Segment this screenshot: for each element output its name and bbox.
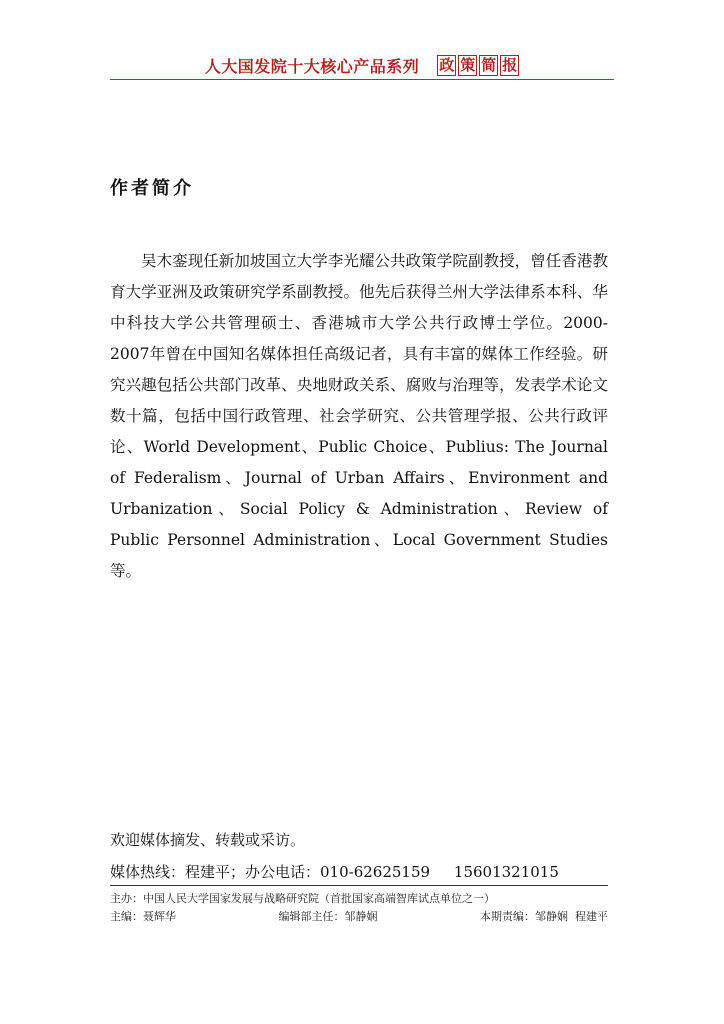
contact-block xyxy=(110,824,559,888)
policy-brief-brand xyxy=(437,55,519,76)
footer-rule xyxy=(110,885,608,886)
brand-char: 报 xyxy=(502,56,518,74)
dept-director: 编辑部主任：邹静娴 xyxy=(278,910,378,923)
footer xyxy=(110,890,608,926)
brand-char: 策 xyxy=(460,56,476,74)
author-bio: 吴木銮现任新加坡国立大学李光耀公共政策学院副教授，曾任香港教育大学亚洲及政策研究学系副教授。他先后获得兰州大学法律系本科、华中科技大学公共管理硕士、香港城市大学公共行政博士学位。2000-2007年曾在中国知名媒体担任高级记者，具有丰富的媒体工作经验。研究兴趣包括公共部门改革、央地财政关系、腐败与治理等，发表学术论文数十篇，包括中国行政管理、社会学研究、公共管理学报、公共行政评论、World Development、Public Choice、Publius: The Journal of Federalism、Journal of Urban Affairs、Environment and Urbanization、Social Policy & Administration、Review of Public Personnel Administration、Local Government Studies 等。 xyxy=(110,252,608,580)
header-rule xyxy=(110,79,614,80)
brand-char: 简 xyxy=(481,56,497,74)
hotline-label: 媒体热线：程建平；办公电话：010-62625159 xyxy=(110,863,431,881)
media-welcome: 欢迎媒体摘发、转载或采访。 xyxy=(110,831,306,849)
editors-line xyxy=(110,908,608,926)
sponsor-line: 主办：中国人民大学国家发展与战略研究院（首批国家高端智库试点单位之一） xyxy=(110,892,495,905)
page-header xyxy=(110,54,614,77)
series-title: 人大国发院十大核心产品系列 xyxy=(204,57,420,76)
chief-editor: 主编：聂辉华 xyxy=(110,910,176,923)
brand-char: 政 xyxy=(439,56,455,74)
hotline-line xyxy=(110,856,559,888)
section-title: 作者简介 xyxy=(110,178,194,199)
mobile-number: 15601321015 xyxy=(453,863,559,881)
issue-editors: 本期责编：邹静娴 程建平 xyxy=(480,910,608,923)
